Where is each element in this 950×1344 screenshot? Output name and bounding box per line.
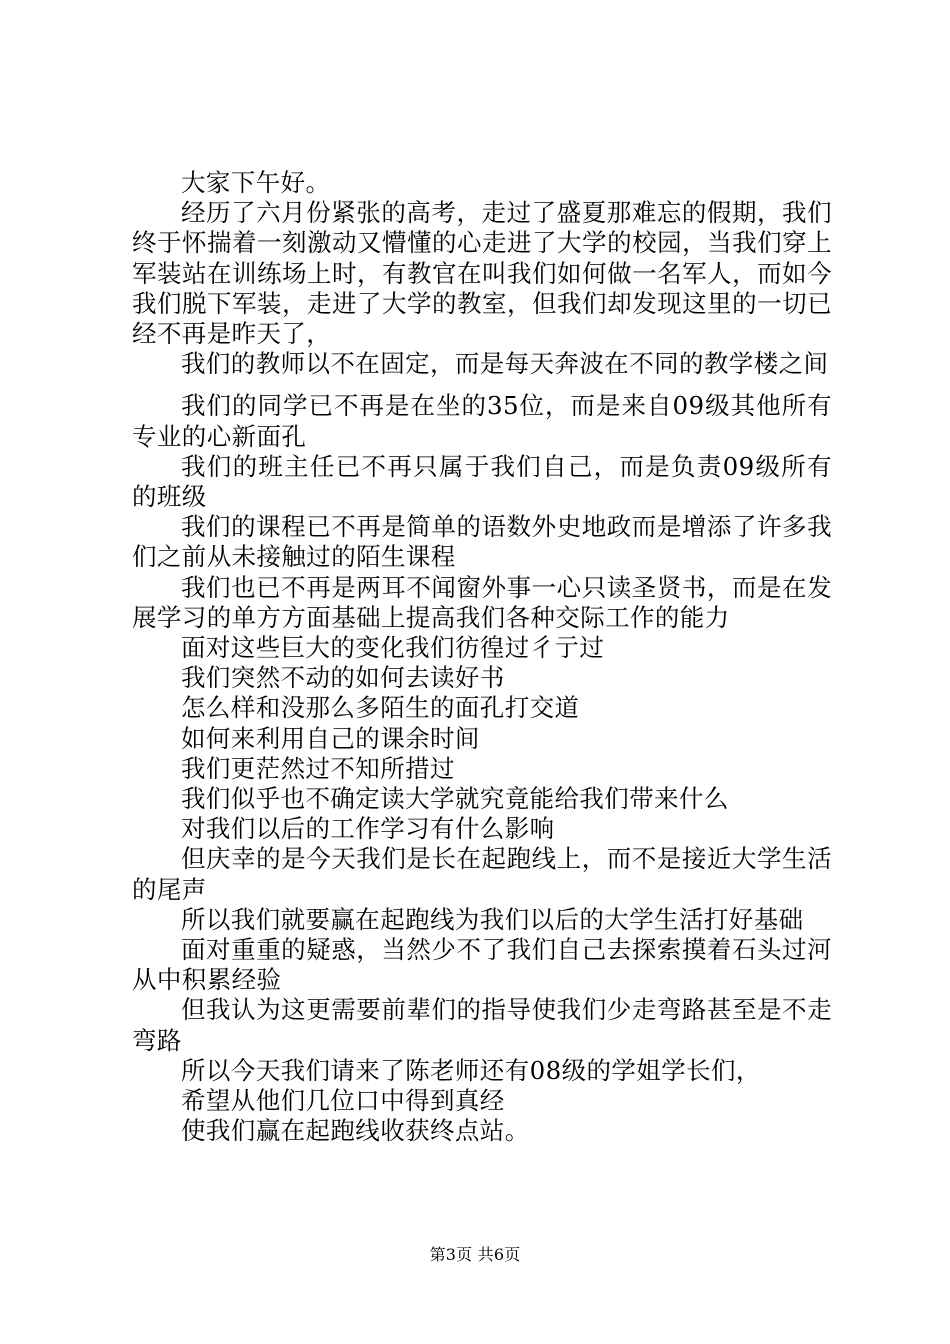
paragraph-courses: 我们的课程已不再是简单的语数外史地政而是增添了许多我们之前从未接触过的陌生课程	[132, 512, 832, 572]
paragraph-spare-time: 如何来利用自己的课余时间	[181, 723, 480, 753]
paragraph-strangers: 怎么样和没那么多陌生的面孔打交道	[181, 693, 580, 723]
paragraph-uncertainty: 我们似乎也不确定读大学就究竟能给我们带来什么	[181, 784, 729, 814]
paragraph-intro: 经历了六月份紧张的高考，走过了盛夏那难忘的假期，我们终于怀揣着一刻激动又懵懂的心走进了大学的校园，当我们穿上军装站在训练场上时，有教官在叫我们如何做一名军人，而如今我们脱下军装，走进了大学的教室，但我们却发现这里的一切已经不再是昨天了，	[132, 198, 832, 349]
paragraph-classmates: 我们的同学已不再是在坐的35位，而是来自09级其他所有专业的心新面孔	[132, 391, 832, 451]
paragraph-greeting: 大家下午好。	[181, 168, 331, 197]
paragraph-hesitation: 面对这些巨大的变化我们彷徨过彳亍过	[181, 633, 605, 663]
paragraph-head-teacher: 我们的班主任已不再只属于我们自己，而是负责09级所有的班级	[132, 451, 832, 512]
paragraph-hope: 希望从他们几位口中得到真经	[181, 1086, 505, 1116]
paragraph-skills: 我们也已不再是两耳不闻窗外事一心只读圣贤书，而是在发展学习的单方方面基础上提高我们各种交际工作的能力	[132, 572, 832, 632]
paragraph-teachers: 我们的教师以不在固定，而是每天奔波在不同的教学楼之间	[181, 349, 829, 379]
paragraph-guidance: 但我认为这更需要前辈们的指导使我们少走弯路甚至是不走弯路	[132, 995, 832, 1055]
paragraph-foundation: 所以我们就要赢在起跑线为我们以后的大学生活打好基础	[181, 904, 804, 934]
document-body	[132, 168, 832, 1147]
paragraph-influence: 对我们以后的工作学习有什么影响	[181, 814, 555, 844]
paragraph-confusion: 我们更茫然过不知所措过	[181, 753, 455, 783]
paragraph-starting-line: 但庆幸的是今天我们是长在起跑线上，而不是接近大学生活的尾声	[132, 844, 832, 904]
page-number-footer: 第3页 共6页	[429, 1245, 521, 1264]
paragraph-explore: 面对重重的疑惑，当然少不了我们自己去探索摸着石头过河从中积累经验	[132, 935, 832, 995]
paragraph-study: 我们突然不动的如何去读好书	[181, 663, 505, 693]
paragraph-guests: 所以今天我们请来了陈老师还有08级的学姐学长们，	[181, 1055, 761, 1085]
paragraph-closing: 使我们赢在起跑线收获终点站。	[181, 1116, 530, 1146]
